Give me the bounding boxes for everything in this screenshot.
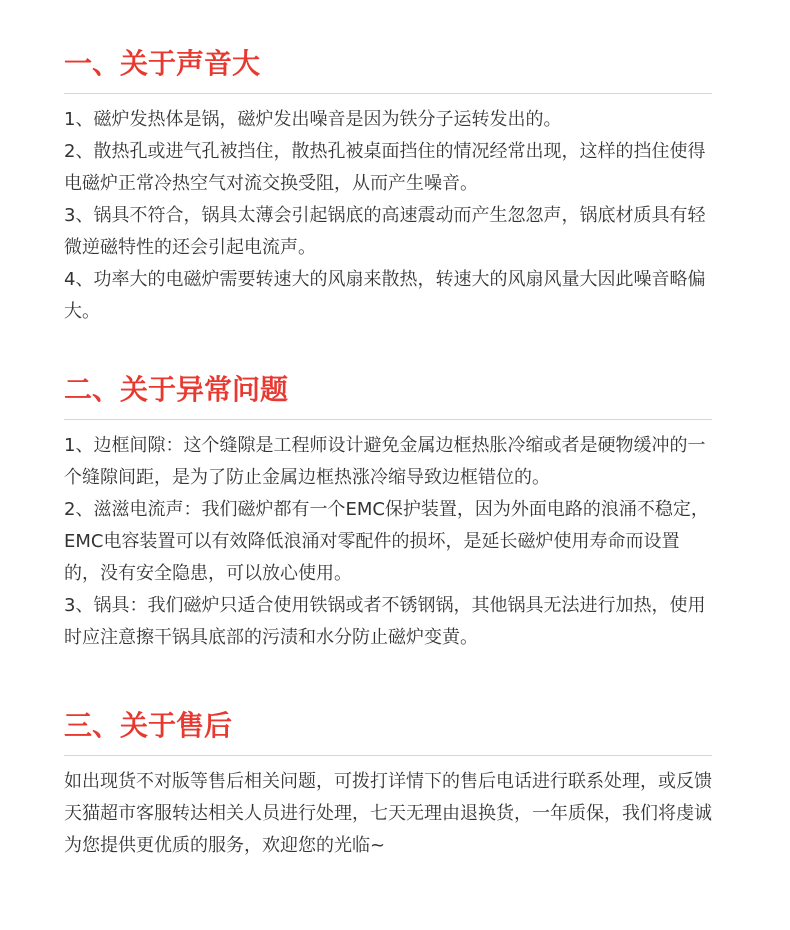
section-body <box>64 766 712 862</box>
section-title: 三、关于售后 <box>64 709 233 742</box>
paragraph: 2、滋滋电流声：我们磁炉都有一个EMC保护装置，因为外面电路的浪涌不稳定，EMC电容装置可以有效降低浪涌对零配件的损坏，是延长磁炉使用寿命而设置的，没有安全隐患，可以放心使用。 <box>64 499 709 584</box>
section-divider <box>64 93 712 94</box>
paragraph: 4、功率大的电磁炉需要转速大的风扇来散热，转速大的风扇风量大因此噪音略偏大。 <box>64 269 706 322</box>
paragraph: 3、锅具：我们磁炉只适合使用铁锅或者不锈钢锅，其他锅具无法进行加热，使用时应注意擦干锅具底部的污渍和水分防止磁炉变黄。 <box>64 595 706 648</box>
section-body <box>64 430 712 654</box>
section-abnormal-issues <box>64 372 712 654</box>
paragraph: 2、散热孔或进气孔被挡住，散热孔被桌面挡住的情况经常出现，这样的挡住使得电磁炉正常冷热空气对流交换受阻，从而产生噪音。 <box>64 141 706 194</box>
paragraph: 如出现货不对版等售后相关问题，可拨打详情下的售后电话进行联系处理，或反馈天猫超市客服转达相关人员进行处理，七天无理由退换货，一年质保，我们将虔诚为您提供更优质的服务，欢迎您的光临~ <box>64 771 712 856</box>
section-after-sales <box>64 708 712 862</box>
section-title: 一、关于声音大 <box>64 47 261 80</box>
paragraph: 1、磁炉发热体是锅，磁炉发出噪音是因为铁分子运转发出的。 <box>64 109 562 130</box>
section-noise <box>64 46 712 328</box>
section-title: 二、关于异常问题 <box>64 373 289 406</box>
section-divider <box>64 419 712 420</box>
section-divider <box>64 755 712 756</box>
section-body <box>64 104 712 328</box>
paragraph: 1、边框间隙：这个缝隙是工程师设计避免金属边框热胀冷缩或者是硬物缓冲的一个缝隙间距，是为了防止金属边框热涨冷缩导致边框错位的。 <box>64 435 706 488</box>
paragraph: 3、锅具不符合，锅具太薄会引起锅底的高速震动而产生忽忽声，锅底材质具有轻微逆磁特性的还会引起电流声。 <box>64 205 706 258</box>
